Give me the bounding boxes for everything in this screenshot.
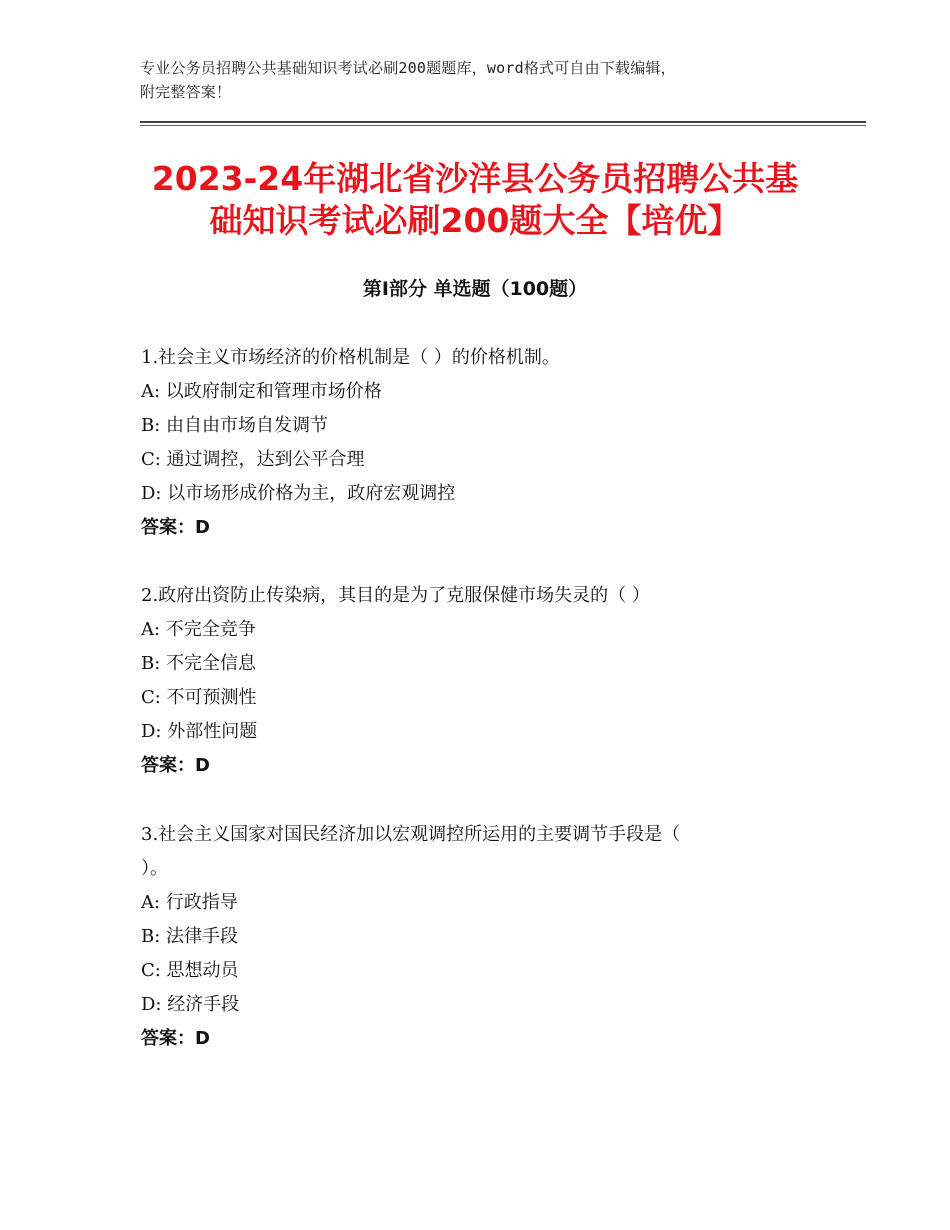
divider-thick-line <box>140 121 866 123</box>
header-note-line: 专业公务员招聘公共基础知识考试必刷200题题库，word格式可自由下载编辑， <box>140 59 676 77</box>
question-block <box>141 818 821 1056</box>
header-note-line: 附完整答案！ <box>140 83 232 101</box>
document-title-line: 础知识考试必刷200题大全【培优】 <box>209 201 741 240</box>
option-b: B: 法律手段 <box>141 926 239 947</box>
header-divider <box>140 121 866 127</box>
option-b: B: 不完全信息 <box>141 653 257 674</box>
option-a: A: 以政府制定和管理市场价格 <box>141 381 382 402</box>
question-block <box>141 341 821 545</box>
document-title <box>100 158 850 242</box>
option-c: C: 不可预测性 <box>141 687 257 708</box>
question-stem: 1.社会主义市场经济的价格机制是（ ）的价格机制。 <box>141 347 560 368</box>
document-title-line: 2023-24年湖北省沙洋县公务员招聘公共基 <box>151 159 799 198</box>
option-c: C: 思想动员 <box>141 960 239 981</box>
answer-label: 答案：D <box>141 517 210 538</box>
section-title: 第Ⅰ部分 单选题（100题） <box>362 278 588 300</box>
option-a: A: 行政指导 <box>141 892 238 913</box>
divider-thin-line <box>140 125 866 126</box>
option-a: A: 不完全竞争 <box>141 619 256 640</box>
option-c: C: 通过调控，达到公平合理 <box>141 449 365 470</box>
option-d: D: 以市场形成价格为主，政府宏观调控 <box>141 483 456 504</box>
option-d: D: 外部性问题 <box>141 721 258 742</box>
header-note <box>140 56 820 104</box>
option-d: D: 经济手段 <box>141 994 240 1015</box>
option-b: B: 由自由市场自发调节 <box>141 415 329 436</box>
question-stem-continued: ）。 <box>141 858 168 879</box>
question-block <box>141 579 821 783</box>
question-stem: 2.政府出资防止传染病，其目的是为了克服保健市场失灵的（ ） <box>141 585 650 606</box>
question-stem: 3.社会主义国家对国民经济加以宏观调控所运用的主要调节手段是（ <box>141 824 681 845</box>
answer-label: 答案：D <box>141 1028 210 1049</box>
answer-label: 答案：D <box>141 755 210 776</box>
